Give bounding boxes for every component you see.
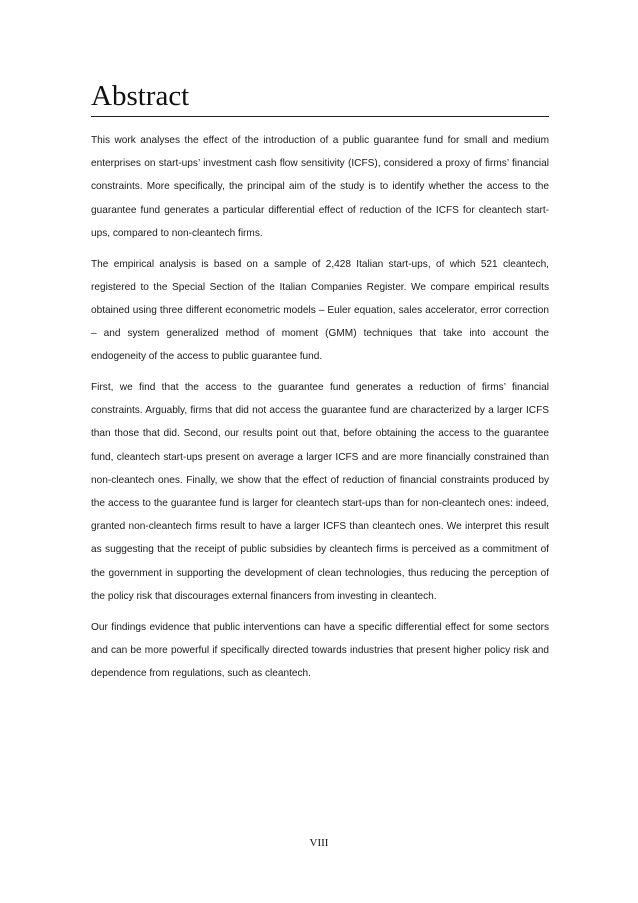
abstract-paragraph-4: Our findings evidence that public interventions can have a specific differential effect for some sectors and can be more powerful if specifically directed towards industries that present higher policy risk and dependence from regulations, such as cleantech. [91,621,549,679]
abstract-body [91,129,549,693]
section-heading: Abstract [91,78,549,117]
abstract-paragraph-1: This work analyses the effect of the introduction of a public guarantee fund for small and medium enterprises on start-ups’ investment cash flow sensitivity (ICFS), considered a proxy of firms’ financial constraints. More specifically, the principal aim of the study is to identify whether the access to the guarantee fund generates a particular differential effect of reduction of the ICFS for cleantech start-ups, compared to non-cleantech firms. [91,135,549,239]
page-number: VIII [309,837,329,849]
abstract-paragraph-2: The empirical analysis is based on a sample of 2,428 Italian start-ups, of which 521 cleantech, registered to the Special Section of the Italian Companies Register. We compare empirical results obtained using three different econometric models – Euler equation, sales accelerator, error correction – and system generalized method of moment (GMM) techniques that take into account the endogeneity of the access to public guarantee fund. [91,258,549,363]
abstract-paragraph-3: First, we find that the access to the guarantee fund generates a reduction of firms’ financial constraints. Arguably, firms that did not access the guarantee fund are characterized by a larger ICFS than those that did. Second, our results point out that, before obtaining the access to the guarantee fund, cleantech start-ups present on average a larger ICFS and are more financially constrained than non-cleantech ones. Finally, we show that the effect of reduction of financial constraints produced by the access to the guarantee fund is larger for cleantech start-ups than for non-cleantech ones: indeed, granted non-cleantech firms result to have a larger ICFS than cleantech ones. We interpret this result as suggesting that the receipt of public subsidies by cleantech firms is perceived as a commitment of the government in supporting the development of clean technologies, thus reducing the perception of the policy risk that discourages external financers from investing in cleantech. [91,382,549,602]
